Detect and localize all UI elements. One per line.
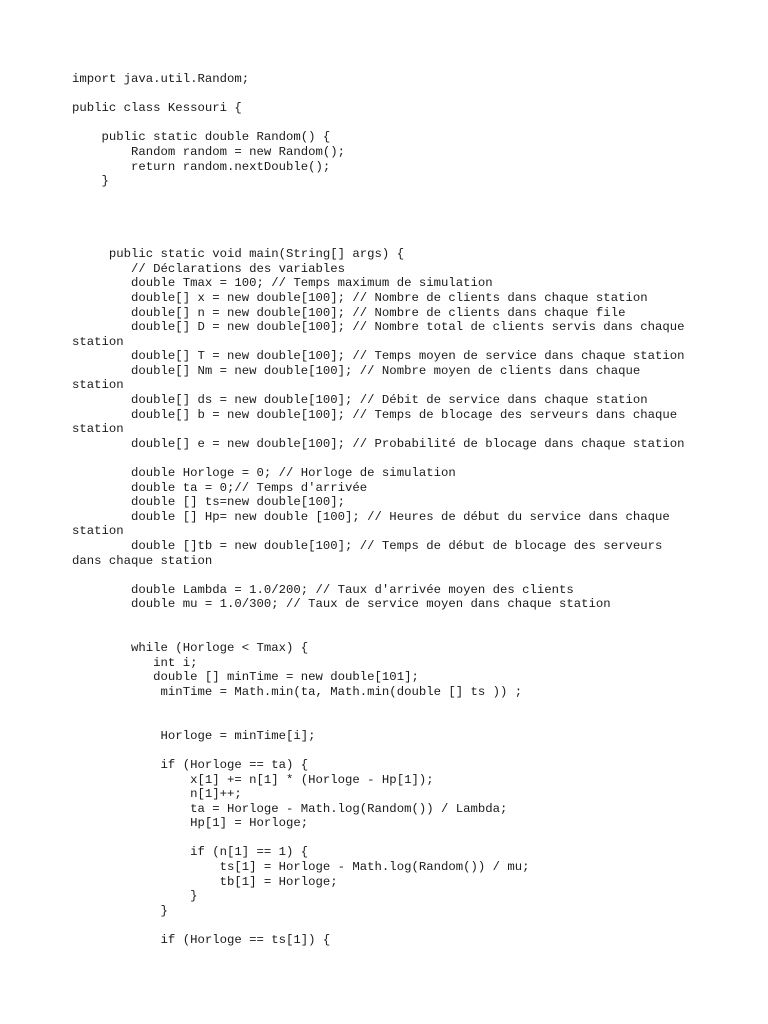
code-line [72,627,685,642]
code-line: station [72,334,124,349]
code-line: double [] Hp= new double [100]; // Heures de début du service dans chaque [72,509,670,524]
code-line: station [72,422,124,437]
code-line: minTime = Math.min(ta, Math.min(double [] ts )) ; [72,684,523,699]
code-line [72,612,685,627]
code-line: if (n[1] == 1) { [72,845,309,860]
code-line: ts[1] = Horloge - Math.log(Random()) / mu; [72,860,530,875]
code-line: return random.nextDouble(); [72,159,331,174]
code-line: double[] e = new double[100]; // Probabilité de blocage dans chaque station [72,436,685,451]
code-line: double[] Nm = new double[100]; // Nombre moyen de clients dans chaque [72,363,641,378]
code-line: double[] T = new double[100]; // Temps moyen de service dans chaque station [72,349,685,364]
code-line: public class Kessouri { [72,101,242,116]
code-line: double [] ts=new double[100]; [72,495,346,510]
code-line [72,189,685,204]
code-line: } [72,174,109,189]
code-line: if (Horloge == ta) { [72,757,309,772]
code-line: double[] n = new double[100]; // Nombre de clients dans chaque file [72,305,626,320]
code-line: if (Horloge == ts[1]) { [72,933,331,948]
code-line: double mu = 1.0/300; // Taux de service moyen dans chaque station [72,597,611,612]
code-line: import java.util.Random; [72,72,250,86]
code-line: double Horloge = 0; // Horloge de simulation [72,466,456,481]
code-line: dans chaque station [72,553,213,568]
code-line: double[] b = new double[100]; // Temps de blocage des serveurs dans chaque [72,407,678,422]
code-line [72,743,685,758]
code-line [72,700,685,715]
code-line [72,116,685,131]
code-line [72,233,685,248]
code-line: ta = Horloge - Math.log(Random()) / Lambda; [72,801,508,816]
code-line: while (Horloge < Tmax) { [72,641,309,656]
code-listing [72,72,685,948]
code-line: } [72,889,198,904]
code-line: Random random = new Random(); [72,144,346,159]
code-line: x[1] += n[1] * (Horloge - Hp[1]); [72,772,434,787]
code-line: double[] x = new double[100]; // Nombre de clients dans chaque station [72,290,648,305]
code-line: double []tb = new double[100]; // Temps de début de blocage des serveurs [72,539,663,553]
code-line: double ta = 0;// Temps d'arrivée [72,480,368,495]
code-line: double Lambda = 1.0/200; // Taux d'arrivée moyen des clients [72,582,574,597]
code-line: station [72,378,124,393]
code-line [72,918,685,933]
code-line: station [72,524,124,539]
code-line: n[1]++; [72,787,242,802]
code-line [72,218,685,233]
code-line [72,714,685,729]
code-line: double [] minTime = new double[101]; [72,670,419,685]
code-line: Hp[1] = Horloge; [72,816,309,831]
code-line: // Déclarations des variables [72,261,346,276]
code-line: } [72,903,168,918]
code-line: int i; [72,655,198,670]
code-line: public static double Random() { [72,130,331,145]
code-line [72,203,685,218]
code-line [72,831,685,846]
code-line: tb[1] = Horloge; [72,874,338,889]
code-line: double Tmax = 100; // Temps maximum de simulation [72,276,493,291]
code-line [72,451,685,466]
code-line: Horloge = minTime[i]; [72,728,316,743]
code-line [72,87,685,102]
code-line: double[] D = new double[100]; // Nombre total de clients servis dans chaque [72,320,685,335]
code-line: double[] ds = new double[100]; // Débit de service dans chaque station [72,393,648,408]
code-line [72,568,685,583]
code-line: public static void main(String[] args) { [72,247,405,262]
